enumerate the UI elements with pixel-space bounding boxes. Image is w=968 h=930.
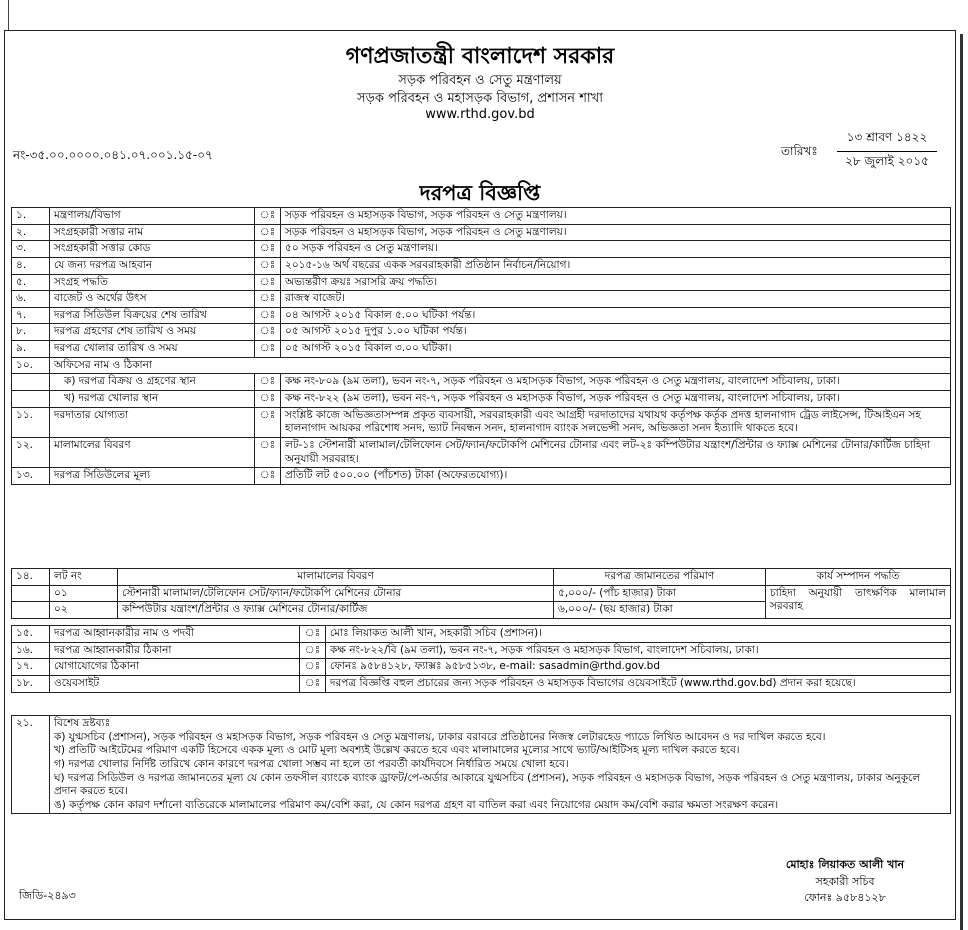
table-row [12,391,951,408]
row-value: কক্ষ নং-৮২২/বি (৯ম তলা), ভবন নং-৭, সড়ক পরিবহন ও মহাসড়ক বিভাগ, বাংলাদেশ সচিবালয়, ঢাকা। [326,642,951,659]
row-number: ৩. [12,241,50,258]
row-label: দরদাতার যোগ্যতা [50,407,255,437]
page-title: দরপত্র বিজ্ঞপ্তি [419,180,541,205]
row-label: সংগ্রহ পদ্ধতি [50,274,255,291]
note-item: ঙ) কর্তৃপক্ষ কোন কারণ দর্শানো ব্যতিরেকে মালামালের পরিমাণ কম/বেশি করা, যে কোন দরপত্র গ্রহণ বা বাতিল করা এবং নিয়োগের মেয়াদ কম/বেশি করার ক্ষমতা সংরক্ষণ করেন। [54,798,779,811]
row-label: যোগাযোগের ঠিকানা [50,659,300,676]
row-number: ৪. [12,257,50,274]
row-value: সড়ক পরিবহন ও মহাসড়ক বিভাগ, সড়ক পরিবহন ও সেতু মন্ত্রণালয়। [281,224,951,241]
table-row [12,374,951,391]
row-number: ১৫. [12,626,50,643]
row-value: প্রতিটি লট ৫০০.০০ (পাঁচশত) টাকা (অফেরতযোগ্য)। [281,468,951,485]
row-number: ৮. [12,324,50,341]
row-number: ১. [12,208,50,225]
separator: ঃ [255,307,281,324]
separator: ঃ [255,437,281,467]
column-header: দরপত্র জামানতের পরিমাণ [554,569,766,586]
row-value: ৫০ সড়ক পরিবহন ও সেতু মন্ত্রণালয়। [281,241,951,258]
page-edge-line [960,34,963,930]
row-label: দরপত্র সিডিউল বিক্রয়ের শেষ তারিখ [50,307,255,324]
row-label: দরপত্র আহ্বানকারীর ঠিকানা [50,642,300,659]
contact-table [11,625,951,693]
row-label: সংগ্রহকারী সত্তার কোড [50,241,255,258]
separator: ঃ [255,341,281,358]
row-label: দরপত্র খোলার তারিখ ও সময় [50,341,255,358]
tender-notice [4,30,956,920]
table-row [12,659,951,676]
row-label: খ) দরপত্র খোলার স্থান [50,391,255,408]
date-label: তারিখঃ [781,144,818,158]
lot-number: ০২ [50,602,118,619]
row-number: ৫. [12,274,50,291]
row-label: বাজেট ও অর্থের উৎস [50,291,255,308]
special-notes [11,715,951,814]
table-row [12,407,951,437]
separator: ঃ [255,468,281,485]
table-row [12,341,951,358]
table-row [12,642,951,659]
separator: ঃ [255,274,281,291]
note-item: গ) দরপত্র খোলার নির্দিষ্ট তারিখে কোন কারণে দরপত্র খোলা সম্ভব না হলে তা পরবর্তী কার্যদিবসে নির্ধারিত সময়ে খোলা হবে। [54,757,569,770]
table-row [12,241,951,258]
separator: ঃ [300,675,326,692]
row-value: ০৪ আগস্ট ২০১৫ বিকাল ৫.০০ ঘটিকা পর্যন্ত। [281,307,951,324]
separator: ঃ [255,224,281,241]
signatory-designation: সহকারী সচিব [815,874,875,888]
row-value: ০৫ আগস্ট ২০১৫ দুপুর ১.০০ ঘটিকা পর্যন্ত। [281,324,951,341]
date-bangla: ১৩ শ্রাবণ ১৪২২ [837,129,937,152]
lot-security-amount: ৫,০০০/- (পাঁচ হাজার) টাকা [554,585,766,602]
row-number: ১০. [12,357,50,374]
row-number: ১২. [12,437,50,467]
row-number: ৯. [12,341,50,358]
table-row [12,357,951,374]
separator: ঃ [255,257,281,274]
separator: ঃ [255,208,281,225]
row-value: অভ্যন্তরীণ ক্রয়ঃ সরাসরি ক্রয় পদ্ধতি। [281,274,951,291]
separator: ঃ [255,391,281,408]
table-row [12,307,951,324]
row-number: ১৮. [12,675,50,692]
table-row [12,675,951,692]
separator: ঃ [300,642,326,659]
note-item: ক) যুগ্মসচিব (প্রশাসন), সড়ক পরিবহন ও মহাসড়ক বিভাগ, সড়ক পরিবহন ও সেতু মন্ত্রণালয়, ঢাকার বরাবরে প্রতিষ্ঠানের নিজস্ব লেটারহেড প্যাডে লিখিত আবেদন ও দর দাখিল করতে হবে। [54,730,826,743]
row-label: মন্ত্রণালয়/বিভাগ [50,208,255,225]
row-number: ১১. [12,407,50,437]
row-label: সংগ্রহকারী সত্তার নাম [50,224,255,241]
notes-heading: বিশেষ দ্রষ্টব্যঃ [54,717,111,729]
table-row [12,324,951,341]
row-number: ১৭. [12,659,50,676]
lot-number: ০১ [50,585,118,602]
row-value: রাজস্ব বাজেট। [281,291,951,308]
separator: ঃ [300,626,326,643]
row-number: ১৬. [12,642,50,659]
table-row [12,257,951,274]
row-number: ১৩. [12,468,50,485]
column-header: মালামালের বিবরণ [118,569,554,586]
row-value: কক্ষ নং-৮২২ (৯ম তলা), ভবন নং-৭, সড়ক পরিবহন ও মহাসড়ক বিভাগ, সড়ক পরিবহন ও সেতু মন্ত্রণালয়, বাংলাদেশ সচিবালয়, ঢাকা। [281,391,951,408]
row-number: ৬. [12,291,50,308]
separator: ঃ [255,374,281,391]
row-value: সড়ক পরিবহন ও মহাসড়ক বিভাগ, সড়ক পরিবহন ও সেতু মন্ত্রণালয়। [281,208,951,225]
lot-description: স্টেশনারী মালামাল/টেলিফোন সেট/ফ্যান/ফটোকপি মেশিনের টোনার [118,585,554,602]
table-row [12,468,951,485]
website-link[interactable]: www.rthd.gov.bd [425,107,535,122]
table-row [12,437,951,467]
signatory-name: মোহাঃ লিয়াকত আলী খান [785,858,905,871]
row-label: দরপত্র আহ্বানকারীর নাম ও পদবী [50,626,300,643]
row-value: কক্ষ নং-৮০৯ (৯ম তলা), ভবন নং-৭, সড়ক পরিবহন ও মহাসড়ক বিভাগ, সড়ক পরিবহন ও সেতু মন্ত্রণালয়, বাংলাদেশ সচিবালয়, ঢাকা। [281,374,951,391]
table-row [12,716,951,814]
table-row [12,569,951,586]
table-row [12,224,951,241]
row-number: ২. [12,224,50,241]
lot-table [11,568,951,619]
lot-security-amount: ৬,০০০/- (ছয় হাজার) টাকা [554,602,766,619]
lot-method: চাহিদা অনুযায়ী তাৎক্ষণিক মালামাল সরবরাহ [766,585,951,618]
details-table [11,207,951,485]
column-header: কার্য সম্পাদন পদ্ধতি [766,569,951,586]
table-row [12,585,951,602]
row-label: দরপত্র গ্রহণের শেষ তারিখ ও সময় [50,324,255,341]
memo-number: নং-৩৫.০০.০০০০.০৪১.০৭.০০১.১৫-০৭ [13,148,213,162]
note-item: ঘ) দরপত্র সিডিউল ও দরপত্র জামানতের মূল্য যে কোন তফসীল ব্যাংকে ব্যাংক ড্রাফট/পে-অর্ডার আকারে যুগ্মসচিব (প্রশাসন), সড়ক পরিবহন ও মহাসড়ক বিভাগ, সড়ক পরিবহন ও সেতু মন্ত্রণালয়, ঢাকার অনুকূলে প্রদান করতে হবে। [54,771,921,798]
separator: ঃ [300,659,326,676]
row-value: দরপত্র বিজ্ঞপ্তি বহুল প্রচারের জন্য সড়ক পরিবহন ও মহাসড়ক বিভাগের ওয়েবসাইটে (www.rthd.gov.bd) প্রদান করা হয়েছে। [326,675,951,692]
note-item: খ) প্রতিটি আইটেমের পরিমাণ একটি হিসেবে একক মূল্য ও মোট মূল্য অবশ্যই উল্লেখ করতে হবে এবং মালামালের মূল্যের সাথে ভ্যাট/আইটিসহ মূল্য দাখিল করতে হবে। [54,744,740,757]
date-english: ২৮ জুলাই ২০১৫ [845,154,929,168]
table-row [12,291,951,308]
ministry-name: সড়ক পরিবহন ও সেতু মন্ত্রণালয় [398,73,562,88]
govt-title: গণপ্রজাতন্ত্রী বাংলাদেশ সরকার [345,43,615,69]
row-label: দরপত্র সিডিউলের মূল্য [50,468,255,485]
row-value: ফোনঃ ৯৫৮৪১২৮, ফ্যাক্সঃ ৯৫৮৫১৩৮, e-mail: sasadmin@rthd.gov.bd [326,659,951,676]
separator: ঃ [255,291,281,308]
division-name: সড়ক পরিবহন ও মহাসড়ক বিভাগ, প্রশাসন শাখা [357,91,603,106]
separator: ঃ [255,407,281,437]
row-value: সংশ্লিষ্ট কাজে অভিজ্ঞতাসম্পন্ন প্রকৃত ব্যবসায়ী, সরবরাহকারী এবং আগ্রহী দরদাতাদের যথাযথ কর্তৃপক্ষ কর্তৃক প্রদত্ত হালনাগাদ ট্রেড লাইসেন্স, টিআইএন সহ হালনাগাদ আয়কর পরিশোধ সনদ, ভ্যাট নিবন্ধন সনদ, হালনাগাদ ব্যাংক সলভেন্সী সনদ, অভিজ্ঞতা সনদ ইত্যাদি থাকতে হবে। [281,407,951,437]
signature-block [745,857,945,907]
row-number: ৭. [12,307,50,324]
row-value: ০৫ আগস্ট ২০১৫ বিকাল ৩.০০ ঘটিকা। [281,341,951,358]
separator: ঃ [255,241,281,258]
lot-description: কম্পিউটার যন্ত্রাংশ/প্রিন্টার ও ফ্যাক্স মেশিনের টোনার/কার্টিজ [118,602,554,619]
column-header: লট নং [50,569,118,586]
row-value: মোঃ লিয়াকত আলী খান, সহকারী সচিব (প্রশাসন)। [326,626,951,643]
row-number: ২১. [12,716,50,814]
page-edge-line [0,0,9,30]
separator: ঃ [255,324,281,341]
gd-number: জিডি-২৪৯৩ [19,889,76,902]
signatory-phone: ফোনঃ ৯৫৮৪১২৮ [804,891,886,904]
row-value: লট-১ঃ স্টেশনারী মালামাল/টেলিফোন সেট/ফ্যান/ফটোকপি মেশিনের টোনার এবং লট-২ঃ কম্পিউটার যন্ত্রাংশ/প্রিন্টার ও ফ্যাক্স মেশিনের টোনার/কার্টিজ চাহিদা অনুযায়ী সরবরাহ। [281,437,951,467]
table-row [12,208,951,225]
row-value: ২০১৫-১৬ অর্থ বছরের একক সরবরাহকারী প্রতিষ্ঠান নির্বাচন/নিয়োগ। [281,257,951,274]
notes-content [50,716,951,814]
row-label: ক) দরপত্র বিক্রয় ও গ্রহণের স্থান [50,374,255,391]
row-number: ১৪. [12,569,50,586]
row-label: যে জন্য দরপত্র আহবান [50,257,255,274]
row-label: মালামালের বিবরণ [50,437,255,467]
table-row [12,274,951,291]
notes-table [11,715,951,814]
table-row [12,626,951,643]
row-label: অফিসের নাম ও ঠিকানা [50,357,951,374]
row-label: ওয়েবসাইট [50,675,300,692]
